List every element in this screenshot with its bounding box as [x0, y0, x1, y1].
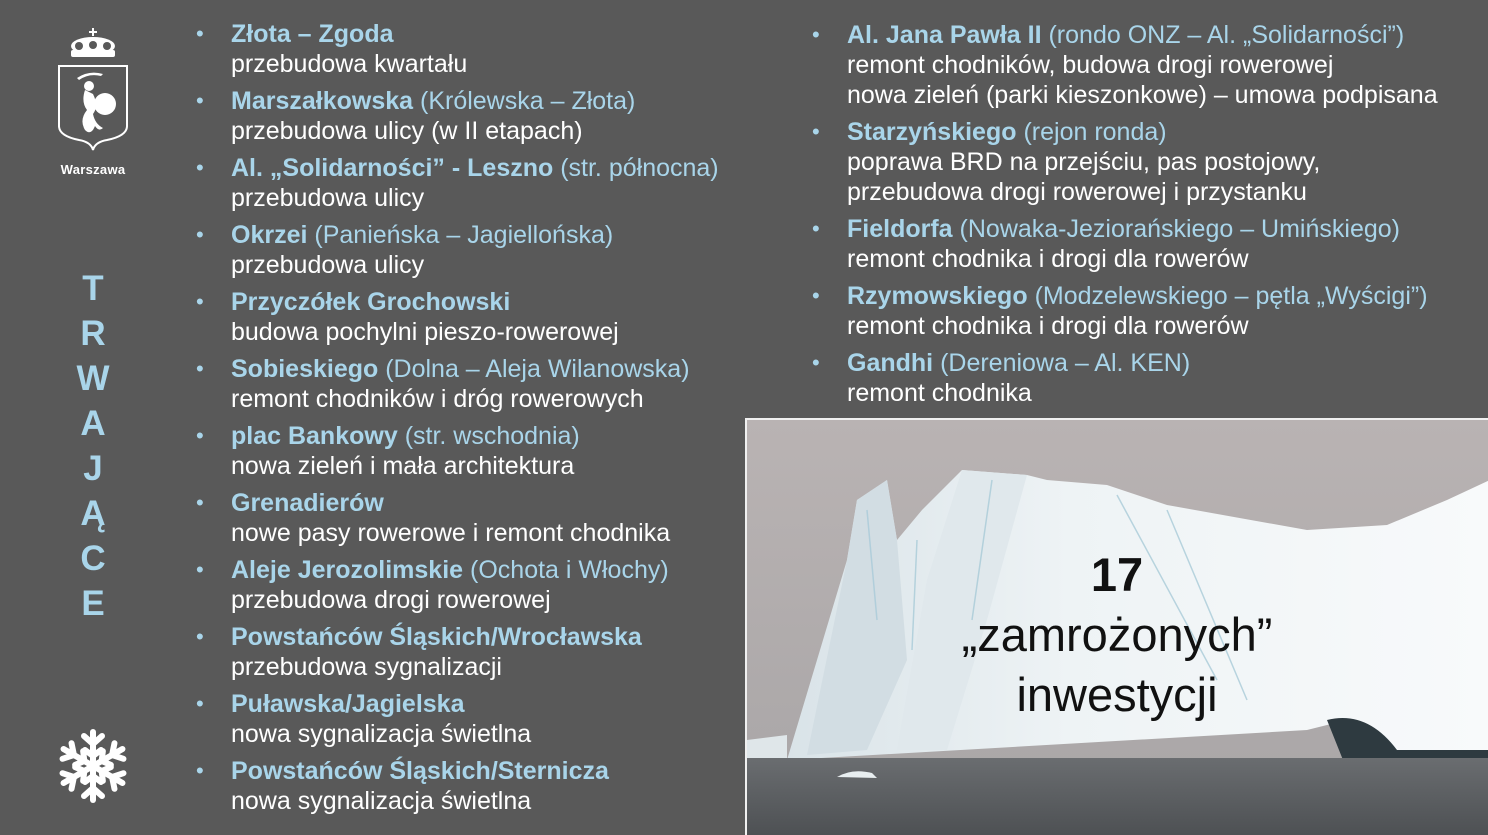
bullet-icon: •: [196, 624, 204, 649]
street-section: (Dereniowa – Al. KEN): [940, 349, 1191, 377]
street-name: Rzymowskiego: [847, 282, 1028, 310]
street-name: Fieldorfa: [847, 215, 953, 243]
bullet-icon: •: [196, 423, 204, 448]
investment-description: przebudowa ulicy: [231, 251, 425, 279]
label-letter: Ą: [80, 494, 106, 533]
investment-item: [196, 354, 736, 414]
investment-description: przebudowa drogi rowerowej: [231, 586, 551, 614]
vertical-section-label: [68, 266, 118, 626]
ongoing-investments-list-right: [812, 20, 1482, 415]
investment-description: remont chodnika i drogi dla rowerów: [847, 312, 1249, 340]
street-name: Al. Jana Pawła II: [847, 21, 1042, 49]
street-name: Okrzei: [231, 221, 308, 249]
bullet-icon: •: [196, 490, 204, 515]
bullet-icon: •: [196, 289, 204, 314]
bullet-icon: •: [812, 350, 820, 375]
bullet-icon: •: [812, 216, 820, 241]
street-name: Powstańców Śląskich/Wrocławska: [231, 623, 642, 651]
label-letter: C: [80, 539, 106, 578]
investment-item: [196, 153, 736, 213]
investment-item: [812, 214, 1482, 274]
bullet-icon: •: [196, 88, 204, 113]
bullet-icon: •: [196, 21, 204, 46]
label-letter: A: [80, 404, 106, 443]
ongoing-investments-list-left: [196, 19, 736, 823]
caption-line-2: inwestycji: [1016, 668, 1218, 721]
street-name: plac Bankowy: [231, 422, 398, 450]
label-letter: T: [82, 269, 104, 308]
bullet-icon: •: [812, 119, 820, 144]
label-letter: E: [81, 584, 105, 623]
investment-item: [812, 20, 1482, 110]
warsaw-logo: [55, 28, 131, 177]
bullet-icon: •: [812, 22, 820, 47]
investment-description: remont chodników i dróg rowerowych: [231, 385, 644, 413]
investment-description: nowa sygnalizacja świetlna: [231, 720, 532, 748]
investment-description: remont chodnika i drogi dla rowerów: [847, 245, 1249, 273]
street-name: Przyczółek Grochowski: [231, 288, 511, 316]
investment-item: [196, 756, 736, 816]
investment-description: remont chodnika: [847, 379, 1032, 407]
street-name: Sobieskiego: [231, 355, 379, 383]
street-section: (str. wschodnia): [404, 422, 580, 450]
bullet-icon: •: [196, 758, 204, 783]
investment-item: [196, 555, 736, 615]
investment-item: [812, 348, 1482, 408]
bullet-icon: •: [196, 557, 204, 582]
coat-of-arms-icon: [55, 28, 131, 153]
investment-description: poprawa BRD na przejściu, pas postojowy,: [847, 148, 1321, 176]
investment-item: [196, 689, 736, 749]
investment-item: [196, 86, 736, 146]
bullet-icon: •: [196, 222, 204, 247]
bullet-icon: •: [196, 691, 204, 716]
label-letter: R: [80, 314, 106, 353]
investment-description: przebudowa sygnalizacji: [231, 653, 502, 681]
street-name: Al. „Solidarności” - Leszno: [231, 154, 554, 182]
street-section: (Dolna – Aleja Wilanowska): [385, 355, 690, 383]
investment-description: przebudowa ulicy: [231, 184, 425, 212]
label-letter: J: [83, 449, 103, 488]
street-section: (Modzelewskiego – pętla „Wyścigi”): [1034, 282, 1428, 310]
street-name: Aleje Jerozolimskie: [231, 556, 464, 584]
street-section: (rondo ONZ – Al. „Solidarności”): [1048, 21, 1405, 49]
street-name: Puławska/Jagielska: [231, 690, 465, 718]
bullet-icon: •: [812, 283, 820, 308]
investment-item: [196, 488, 736, 548]
street-section: (Nowaka-Jeziorańskiego – Umińskiego): [959, 215, 1400, 243]
snowflake-icon: [56, 726, 130, 811]
investment-description: nowa sygnalizacja świetlna: [231, 787, 532, 815]
street-section: (Ochota i Włochy): [470, 556, 669, 584]
investment-item: [196, 287, 736, 347]
investment-item: [812, 117, 1482, 207]
investment-description: nowe pasy rowerowe i remont chodnika: [231, 519, 671, 547]
label-letter: W: [76, 359, 110, 398]
iceberg-photo: [745, 418, 1488, 835]
street-name: Powstańców Śląskich/Sternicza: [231, 757, 609, 785]
street-section: (Królewska – Złota): [420, 87, 636, 115]
street-name: Złota – Zgoda: [231, 20, 394, 48]
investment-description: remont chodników, budowa drogi rowerowej: [847, 51, 1334, 79]
street-name: Grenadierów: [231, 489, 384, 517]
street-name: Starzyńskiego: [847, 118, 1017, 146]
street-section: (rejon ronda): [1023, 118, 1167, 146]
investment-item: [196, 220, 736, 280]
caption-line-1: „zamrożonych”: [961, 608, 1273, 661]
frozen-count: 17: [1090, 548, 1144, 601]
street-name: Marszałkowska: [231, 87, 414, 115]
frozen-investments-caption: [867, 545, 1367, 725]
investment-description: przebudowa drogi rowerowej i przystanku: [847, 178, 1307, 206]
street-section: (str. północna): [560, 154, 719, 182]
logo-caption: Warszawa: [60, 162, 126, 177]
investment-item: [196, 622, 736, 682]
investment-item: [812, 281, 1482, 341]
investment-description: nowa zieleń (parki kieszonkowe) – umowa podpisana: [847, 81, 1438, 109]
street-section: (Panieńska – Jagiellońska): [314, 221, 614, 249]
investment-item: [196, 421, 736, 481]
investment-description: przebudowa kwartału: [231, 50, 468, 78]
investment-description: nowa zieleń i mała architektura: [231, 452, 575, 480]
investment-description: przebudowa ulicy (w II etapach): [231, 117, 583, 145]
bullet-icon: •: [196, 155, 204, 180]
bullet-icon: •: [196, 356, 204, 381]
investment-item: [196, 19, 736, 79]
investment-description: budowa pochylni pieszo-rowerowej: [231, 318, 619, 346]
street-name: Gandhi: [847, 349, 934, 377]
